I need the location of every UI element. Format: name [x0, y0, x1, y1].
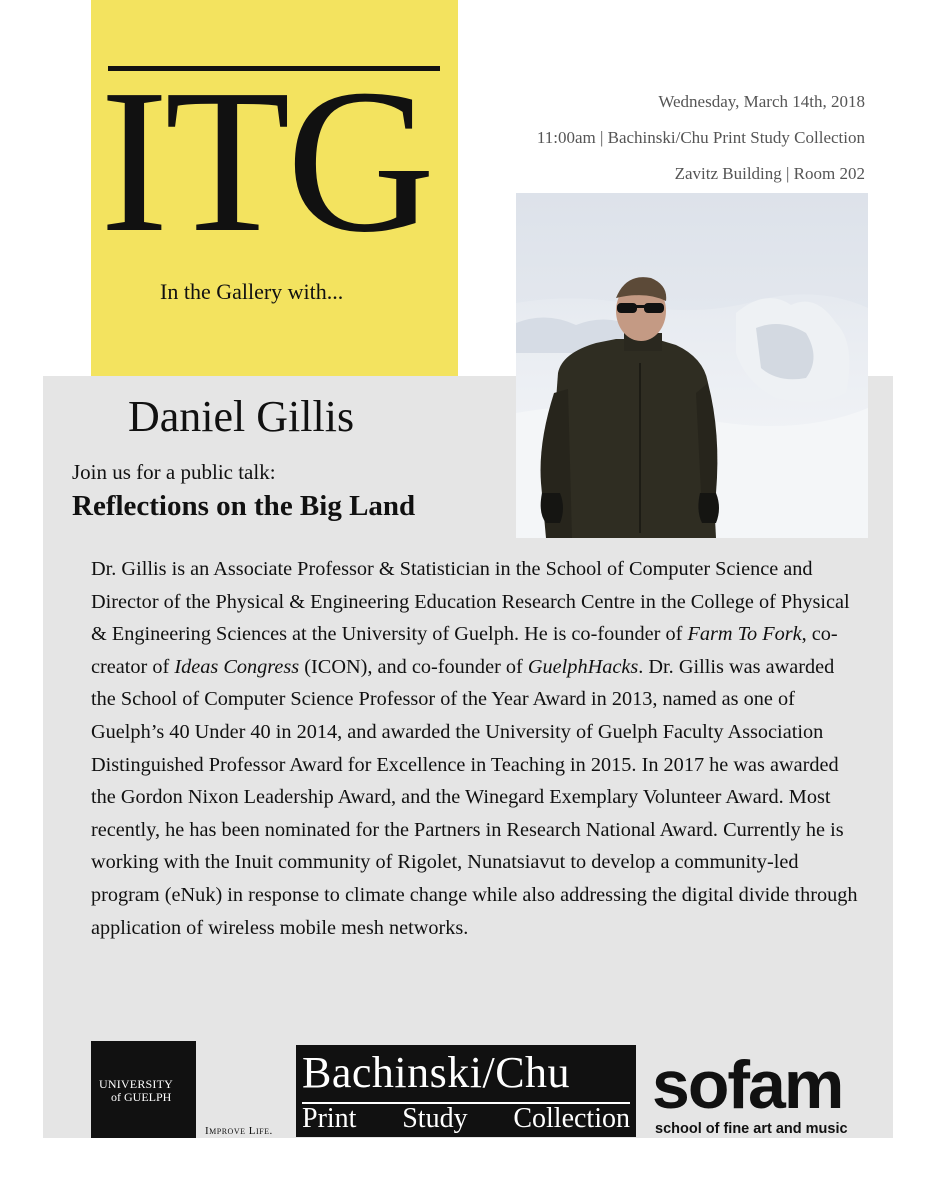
bio-text: (ICON), and co-founder of [299, 655, 528, 678]
bc-logo-title: Bachinski/Chu [302, 1048, 571, 1097]
event-room: Zavitz Building | Room 202 [674, 164, 865, 183]
bio-paragraph [91, 553, 861, 944]
sofam-subtitle: school of fine art and music [655, 1121, 848, 1137]
university-of-guelph-logo [91, 1041, 196, 1138]
series-tagline: In the Gallery with... [160, 279, 344, 304]
bc-logo-subtitle [302, 1103, 630, 1135]
bio-emphasis: Farm To Fork [687, 623, 802, 646]
bc-logo-word: Print [302, 1103, 357, 1134]
bc-logo-word: Collection [513, 1103, 630, 1134]
event-details [537, 84, 865, 192]
uog-logo-line1: UNIVERSITY [99, 1077, 173, 1091]
uog-tagline: Improve Life. [205, 1125, 273, 1137]
bc-logo-word: Study [402, 1103, 468, 1134]
talk-invite: Join us for a public talk: [72, 460, 276, 484]
speaker-name: Daniel Gillis [128, 392, 355, 441]
itg-logo: ITG [100, 46, 432, 275]
bio-text: Dr. Gillis is an Associate Professor & Statistician in the School of Computer Science and Director of the Physical & Engineering Education Research Centre in the College of Physical & Engineering Sciences at the University of Guelph. He is co-founder of [91, 558, 850, 646]
event-date: Wednesday, March 14th, 2018 [658, 92, 865, 111]
bio-text: . Dr. Gillis was awarded the School of Computer Science Professor of the Year Award in 2013, named as one of Guelph’s 40 Under 40 in 2014, and awarded the University of Guelph Faculty Association Distinguished Professor Award for Excellence in Teaching in 2015. In 2017 he was awarded the Gordon Nixon Leadership Award, and the Winegard Exemplary Volunteer Award. Most recently, he has been nominated for the Partners in Research National Award. Currently he is working with the Inuit community of Rigolet, Nunatsiavut to develop a community-led program (eNuk) in response to climate change while also addressing the digital divide through application of wireless mobile mesh networks. [91, 655, 858, 939]
event-time-location: 11:00am | Bachinski/Chu Print Study Collection [536, 128, 865, 147]
speaker-photo-icon [516, 193, 868, 538]
uog-logo-line2: of GUELPH [111, 1090, 172, 1104]
bio-emphasis: GuelphHacks [527, 655, 639, 678]
speaker-photo [516, 193, 868, 538]
sofam-logo: sofam [652, 1047, 843, 1123]
bio-emphasis: Ideas Congress [174, 655, 300, 678]
bio-text: , co-creator of [91, 623, 838, 678]
talk-title: Reflections on the Big Land [72, 490, 416, 522]
bachinski-chu-logo [296, 1045, 636, 1137]
speaker-bio [91, 553, 861, 944]
